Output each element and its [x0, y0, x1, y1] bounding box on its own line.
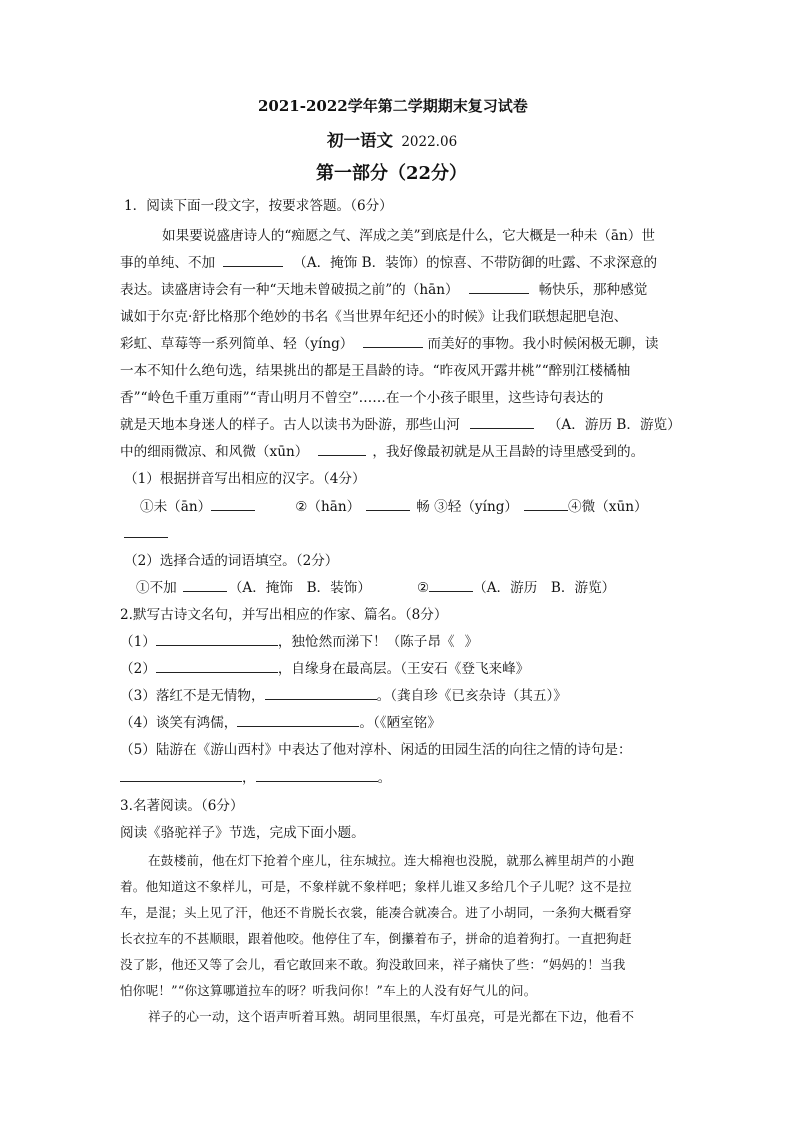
answer-blank[interactable] [366, 497, 410, 511]
fill-blank[interactable] [470, 415, 534, 429]
excerpt-line: 在鼓楼前，他在灯下抢着个座儿，往东城拉。连大棉袍也没脱，就那么裤里胡芦的小跑 [148, 853, 635, 868]
answer-blank[interactable] [156, 659, 278, 673]
q2-item [120, 686, 567, 706]
text: ④微（xūn） [568, 499, 648, 515]
answer-blank[interactable] [211, 497, 255, 511]
answer-blank[interactable] [237, 713, 359, 727]
q2-item [120, 659, 529, 679]
text: 畅 ③轻（yíng） [416, 499, 519, 515]
text: （2） [120, 661, 156, 677]
q1-stem: 1．阅读下面一段文字，按要求答题。（6分） [124, 198, 393, 214]
text: ， [242, 770, 256, 786]
text: ② [416, 580, 430, 596]
q1-passage-line [120, 253, 657, 273]
answer-blank[interactable] [120, 768, 242, 782]
q1-sub1: （1）根据拼音写出相应的汉字。（4分） [124, 471, 366, 487]
q1-sub1-answers [140, 497, 648, 517]
answer-blank[interactable] [124, 524, 168, 538]
q1-passage-line [120, 280, 647, 300]
text: （A．游历 B．游览） [547, 417, 681, 433]
text: ，自缘身在最高层。（王安石《登飞来峰》 [277, 661, 530, 677]
text: （4）谈笑有鸿儒， [120, 715, 238, 731]
answer-blank[interactable] [265, 686, 377, 700]
text: （1） [120, 634, 156, 650]
text: ①不加 [136, 580, 177, 596]
excerpt-line: 没了影，他还又等了会儿，看它敢回来不敢。狗没敢回来，祥子痛快了些：“妈妈的！当我 [120, 957, 626, 972]
q1-passage-line: 如果要说盛唐诗人的“痴愿之气、浑成之美”到底是什么，它大概是一种未（ān）世 [162, 228, 655, 244]
part-title: 第一部分（22分） [316, 163, 468, 184]
excerpt-line: 着。他知道这不象样儿，可是，不象样就不象样吧；象样儿谁又多给几个子儿呢？这不是拉 [120, 879, 632, 894]
q2-item-answer [120, 768, 391, 788]
q1-passage-line [120, 442, 644, 462]
answer-blank[interactable] [156, 632, 278, 646]
text: 而美好的事物。我小时候闲极无聊，读 [427, 336, 659, 352]
text: ①未（ān） [140, 499, 212, 515]
text: 。（龚自珍《已亥杂诗（其五）》 [376, 688, 567, 704]
q3-intro: 阅读《骆驼祥子》节选，完成下面小题。 [120, 825, 365, 841]
text: （3）落红不是无情物， [120, 688, 265, 704]
exam-title: 2021-2022学年第二学期期末复习试卷 [258, 97, 528, 115]
q1-passage-line: 诚如于尔克·舒比格那个绝妙的书名《当世界年纪还小的时候》让我们联想起肥皂泡、 [120, 309, 628, 325]
text: 》 [464, 634, 479, 650]
q2-item [120, 632, 478, 652]
text: 表达。读盛唐诗会有一种“天地未曾破损之前”的（hān） [120, 282, 459, 298]
text: 事的单纯、不加 [120, 255, 216, 271]
exam-date: 2022.06 [401, 134, 458, 150]
text: 。 [377, 770, 392, 786]
fill-blank[interactable] [318, 442, 366, 456]
q2-item: （5）陆游在《游山西村》中表达了他对淳朴、闲适的田园生活的向往之情的诗句是： [120, 742, 632, 758]
text: （A．游历 B．游览） [473, 580, 616, 596]
text: 就是天地本身迷人的样子。古人以读书为卧游，那些山河 [120, 417, 460, 433]
answer-blank[interactable] [183, 578, 227, 592]
text: 畅快乐，那种感觉 [538, 282, 648, 298]
excerpt-line: 车，是混；头上见了汗，他还不肯脱长衣裳，能凑合就凑合。进了小胡同，一条狗大概看穿 [120, 905, 632, 920]
q1-passage-line [120, 334, 658, 354]
excerpt-line: 长衣拉车的不甚顺眼，跟着他咬。他停住了车，倒攥着布子，拼命的追着狗打。一直把狗赶 [120, 931, 632, 946]
answer-blank[interactable] [429, 578, 473, 592]
text: 彩虹、草莓等一系列简单、轻（yíng） [120, 336, 354, 352]
q1-sub2-answers [136, 578, 615, 598]
q3-stem: 3.名著阅读。（6分） [120, 798, 244, 814]
q1-sub2: （2）选择合适的词语填空。（2分） [124, 553, 339, 569]
text: （A．掩饰 B．装饰） [228, 580, 371, 596]
subject-title: 初一语文 [327, 131, 393, 150]
answer-blank[interactable] [256, 768, 378, 782]
answer-blank[interactable] [524, 497, 568, 511]
q2-item [120, 713, 441, 733]
fill-blank[interactable] [223, 253, 283, 267]
fill-blank[interactable] [363, 334, 423, 348]
text: ，独怆然而涕下！（陈子昂《 [277, 634, 455, 650]
q2-stem: 2.默写古诗文名句，并写出相应的作家、篇名。（8分） [120, 607, 448, 623]
q1-passage-line: 一本不知什么绝句选，结果挑出的都是王昌龄的诗。“昨夜风开露井桃”“醉别江楼橘柚 [120, 363, 631, 379]
text: ，我好像最初就是从王昌龄的诗里感受到的。 [372, 444, 645, 460]
subject-line [327, 131, 457, 152]
text: 。（《陋室铭》 [359, 715, 441, 731]
excerpt-line: 怕你呢！”“你这算哪道拉车的呀？听我问你！”车上的人没有好气儿的问。 [120, 983, 537, 998]
excerpt-line: 祥子的心一动，这个语声听着耳熟。胡同里很黑，车灯虽亮，可是光都在下边，他看不 [148, 1009, 635, 1024]
q1-sub1-overflow [124, 524, 168, 544]
q1-passage-line [120, 415, 681, 435]
q1-passage-line: 香”“岭色千重万重雨”“青山明月不曾空”……在一个小孩子眼里，这些诗句表达的 [120, 390, 604, 406]
text: 中的细雨微凉、和风微（xūn） [120, 444, 309, 460]
text: （A．掩饰 B．装饰）的惊喜、不带防御的吐露、不求深意的 [293, 255, 658, 271]
text: ②（hān） [295, 499, 361, 515]
fill-blank[interactable] [469, 280, 529, 294]
